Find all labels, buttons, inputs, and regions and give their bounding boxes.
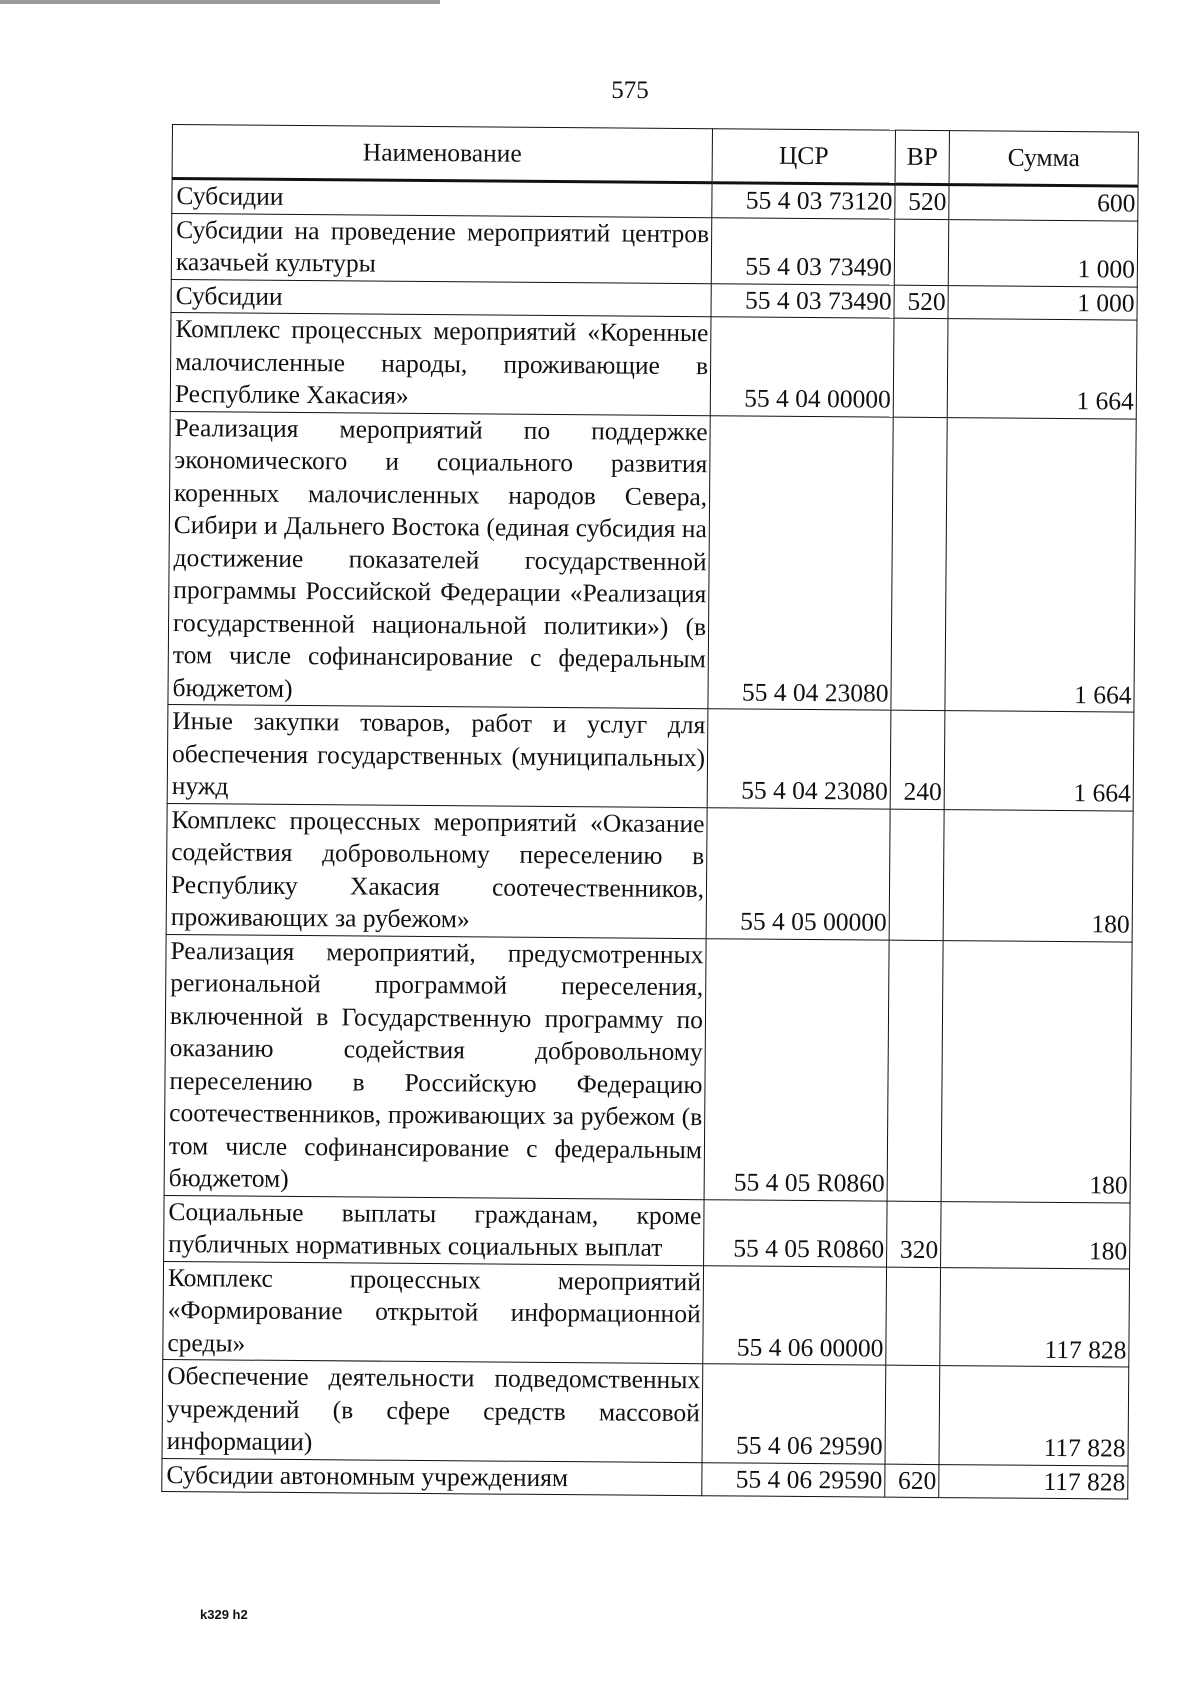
header-name: Наименование: [172, 125, 712, 183]
row-name: Иные закупки товаров, работ и услуг для обеспечения государственных (муниципальных) нужд: [167, 704, 708, 807]
table-row: [164, 934, 1132, 1203]
table-row: [171, 213, 1137, 287]
footer-code: k329 h2: [200, 1607, 248, 1622]
row-csr: 55 4 05 R0860: [704, 1199, 888, 1266]
row-sum: 180: [941, 940, 1132, 1202]
row-vr: 620: [885, 1464, 939, 1498]
row-vr: [893, 318, 948, 417]
header-vr: ВР: [895, 130, 949, 184]
row-sum: 117 828: [940, 1267, 1130, 1367]
row-vr: [885, 1365, 940, 1464]
row-csr: 55 4 04 23080: [707, 709, 891, 809]
row-name: Комплекс процессных мероприятий «Коренные малочисленные народы, проживающие в Республике Хакасия»: [170, 312, 711, 415]
scan-edge-mark: [0, 0, 440, 4]
row-name: Реализация мероприятий, предусмотренных региональной программой переселения, включенной в Государственную программу по оказанию содействия добровольному переселению в Российскую Федерацию соотечественников, проживающих за рубежом (в том числе софинансирование с федеральным бюджетом): [164, 934, 706, 1199]
row-sum: 1 664: [944, 711, 1134, 811]
header-csr: ЦСР: [712, 129, 895, 184]
row-sum: 1 000: [948, 219, 1138, 286]
row-vr: 240: [890, 710, 945, 809]
row-vr: [887, 940, 943, 1201]
budget-table: [161, 124, 1139, 1500]
row-csr: 55 4 03 73120: [712, 183, 895, 219]
row-csr: 55 4 04 00000: [710, 317, 894, 417]
row-name: Социальные выплаты гражданам, кроме публичных нормативных социальных выплат: [164, 1195, 705, 1265]
row-name: Субсидии: [171, 279, 711, 317]
row-csr: 55 4 06 00000: [703, 1265, 887, 1365]
row-name: Реализация мероприятий по поддержке экономического и социального развития коренных малочисленных народов Севера, Сибири и Дальнего Востока (единая субсидия на достижение показателей государственной программы Российской Федерации «Реализация государственной национальной политики») (в том числе софинансирование с федеральным бюджетом): [168, 411, 710, 709]
row-sum: 117 828: [939, 1464, 1128, 1499]
row-vr: 520: [894, 285, 948, 319]
row-sum: 180: [943, 809, 1133, 941]
table-row: [170, 312, 1137, 418]
row-vr: 520: [895, 184, 949, 219]
row-sum: 1 664: [947, 319, 1137, 419]
row-sum: 1 664: [945, 417, 1136, 712]
row-name: Комплекс процессных мероприятий «Оказание содействия добровольному переселению в Республику Хакасия соотечественников, проживающих за рубежом»: [166, 803, 707, 938]
page-number: 575: [611, 77, 649, 104]
row-vr: [891, 417, 947, 711]
row-vr: [889, 809, 944, 940]
table-header-row: [172, 125, 1138, 187]
row-csr: 55 4 04 23080: [708, 415, 893, 710]
row-name: Субсидии на проведение мероприятий центров казачьей культуры: [171, 213, 712, 283]
table-row: [167, 704, 1134, 810]
table-row: [164, 1195, 1130, 1269]
table-row: [162, 1359, 1129, 1465]
row-sum: 1 000: [948, 285, 1137, 320]
row-sum: 117 828: [939, 1366, 1129, 1466]
row-csr: 55 4 05 00000: [706, 807, 890, 939]
row-vr: [894, 219, 949, 285]
table-row: [166, 803, 1133, 942]
row-sum: 180: [941, 1201, 1131, 1268]
row-name: Комплекс процессных мероприятий «Формирование открытой информационной среды»: [163, 1261, 704, 1364]
row-csr: 55 4 06 29590: [702, 1364, 886, 1464]
table-row: [162, 1458, 1128, 1499]
row-sum: 600: [949, 185, 1138, 221]
row-csr: 55 4 05 R0860: [704, 938, 889, 1200]
row-csr: 55 4 06 29590: [702, 1462, 885, 1497]
row-csr: 55 4 03 73490: [711, 283, 894, 318]
row-csr: 55 4 03 73490: [711, 217, 895, 284]
table-row: [163, 1261, 1130, 1367]
row-name: Субсидии автономным учреждениям: [162, 1458, 702, 1496]
table-row: [168, 411, 1136, 712]
row-name: Субсидии: [172, 179, 712, 218]
row-vr: [886, 1267, 941, 1366]
row-name: Обеспечение деятельности подведомственных учреждений (в сфере средств массовой информации): [162, 1359, 703, 1462]
row-vr: 320: [887, 1201, 942, 1267]
header-sum: Сумма: [949, 131, 1138, 186]
